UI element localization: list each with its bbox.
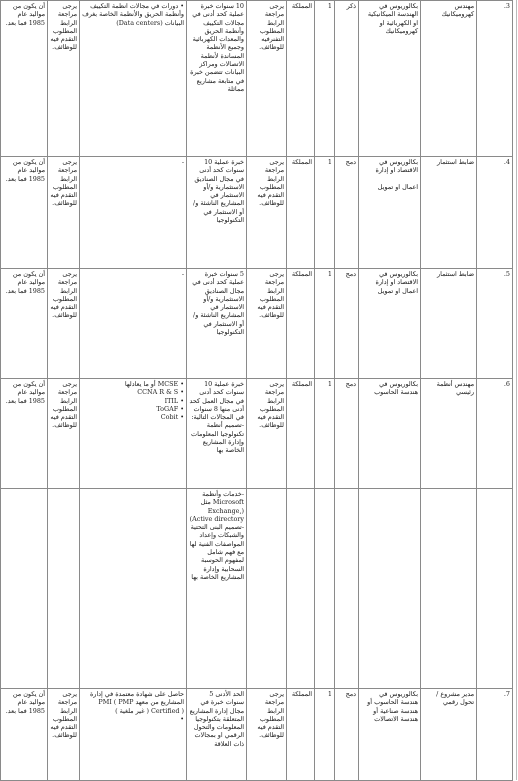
- cell-review-link-2: [48, 489, 80, 689]
- cell-experience: -خدمات وأنظمة Microsoft مثل (Exchange, Active directory) -تصميم البنى التحتية والشبكات وإعداد المواصفات الفنية لها مع فهم شامل لمفهوم الحوسبة السحابية وإدارة المشاريع الخاصة بها: [187, 489, 247, 689]
- cell-qualification: بكالوريوس في الهندسة الميكانيكية او الكهربائية او كهروميكانيك: [359, 1, 421, 157]
- cell-location: المملكة: [287, 269, 315, 379]
- table-row: [1, 269, 513, 379]
- table-row: [1, 1, 513, 157]
- cell-age: أن يكون من مواليد عام 1985 فما بعد.: [1, 269, 48, 379]
- jobs-table-body: [1, 1, 513, 781]
- cell-review-link: يرجى مراجعة الرابط المطلوب التقدم فيه للوظائف.: [247, 689, 287, 781]
- cell-count: 1: [315, 157, 335, 269]
- cell-count: 1: [315, 379, 335, 489]
- cell-qualification: بكالوريوس في هندسة الحاسوب أو هندسة صناعية أو هندسة الاتصالات: [359, 689, 421, 781]
- cell-certifications: [80, 489, 187, 689]
- cell-qualification: [359, 489, 421, 689]
- cell-job-title: ضابط استثمار: [421, 157, 477, 269]
- cell-age: أن يكون من مواليد عام 1985 فما بعد.: [1, 379, 48, 489]
- cell-gender: [335, 489, 359, 689]
- cell-certifications: -: [80, 157, 187, 269]
- cell-review-link: يرجى مراجعة الرابط المطلوب التقدم فيه للوظائف.: [247, 157, 287, 269]
- cell-age: أن يكون من مواليد عام 1985 فما بعد.: [1, 689, 48, 781]
- page-edge-line: [516, 0, 517, 780]
- cell-job-title: مهندس كهروميكانيك: [421, 1, 477, 157]
- cell-review-link-2: يرجى مراجعة الرابط المطلوب التقدم فيه للوظائف.: [48, 379, 80, 489]
- cell-certifications: • دورات في مجالات انظمة التكييف وأنظمة الحريق والأنظمة الخاصة بغرف البيانات (Data centers): [80, 1, 187, 157]
- cell-number: 5.: [477, 269, 513, 379]
- cell-review-link-2: يرجى مراجعة الرابط المطلوب التقدم فيه للوظائف.: [48, 269, 80, 379]
- cell-gender: دمج: [335, 157, 359, 269]
- cell-experience: 10 سنوات خبرة عملية كحد أدنى في مجالات التكييف وأنظمة الحريق والمعدات الكهربائية وجميع الأنظمة المساندة لأنظمة الاتصالات ومراكز البيانات تتضمن خبرة في متابعة مشاريع مماثلة: [187, 1, 247, 157]
- cell-review-link: يرجى مراجعة الرابط المطلوب التقدم فيه للوظائف.: [247, 269, 287, 379]
- cell-number: 6.: [477, 379, 513, 489]
- cell-certifications: حاصل على شهادة معتمدة في إدارة المشاريع من معهد PMI ( PMP Certified ) ( غير ملغية ) •: [80, 689, 187, 781]
- cell-count: 1: [315, 689, 335, 781]
- cell-count: [315, 489, 335, 689]
- cell-qualification: بكالوريوس في الاقتصاد او إدارة اعمال او تمويل: [359, 269, 421, 379]
- cell-location: [287, 489, 315, 689]
- cell-age: أن يكون من مواليد عام 1985 فما بعد.: [1, 157, 48, 269]
- cell-number: 7.: [477, 689, 513, 781]
- cell-age: أن يكون من مواليد عام 1985 فما بعد.: [1, 1, 48, 157]
- cell-location: المملكة: [287, 379, 315, 489]
- cell-experience: خبرة عملية 10 سنوات كحد أدنى في مجال العمل كحد أدنى منها 8 سنوات في المجالات التالية: -تصميم أنظمة تكنولوجيا المعلومات وإدارة المشاريع الخاصة بها: [187, 379, 247, 489]
- cell-review-link: [247, 489, 287, 689]
- cell-location: المملكة: [287, 1, 315, 157]
- table-row: [1, 379, 513, 489]
- cell-job-title: مهندس أنظمة رئيسي: [421, 379, 477, 489]
- table-row: [1, 489, 513, 689]
- cell-review-link-2: يرجى مراجعة الرابط المطلوب التقدم فيه للوظائف.: [48, 689, 80, 781]
- cell-number: 4.: [477, 157, 513, 269]
- cell-review-link: يرجى مراجعة الرابط المطلوب التفنرفيه للوظائف.: [247, 1, 287, 157]
- cell-experience: 5 سنوات خبرة عملية كحد أدنى في مجال الصناديق الاستثمارية و/أو الاستثمار في المشاريع الناشئة و/أو الاستثمار في التكنولوجيا: [187, 269, 247, 379]
- cell-number: 3.: [477, 1, 513, 157]
- cell-job-title: مدير مشروع / تحول رقمي: [421, 689, 477, 781]
- cell-certifications: • MCSE أو ما يعادلها • CCNA R & S • ITIL • ToGAF • Cobit: [80, 379, 187, 489]
- cell-location: المملكة: [287, 157, 315, 269]
- cell-count: 1: [315, 1, 335, 157]
- cell-job-title: [421, 489, 477, 689]
- cell-experience: الحد الأدنى 5 سنوات خبرة في مجال إدارة المشاريع المتعلقة بتكنولوجيا المعلومات والتحول الرقمي او بمجالات ذات العلاقة: [187, 689, 247, 781]
- cell-job-title: ضابط استثمار: [421, 269, 477, 379]
- cell-review-link-2: يرجى مراجعة الرابط المطلوب التقدم فيه للوظائف.: [48, 157, 80, 269]
- cell-gender: دمج: [335, 379, 359, 489]
- cell-gender: ذكر: [335, 1, 359, 157]
- cell-count: 1: [315, 269, 335, 379]
- cell-review-link: يرجى مراجعة الرابط المطلوب التقدم فيه للوظائف.: [247, 379, 287, 489]
- cell-experience: خبرة عملية 10 سنوات كحد أدنى في مجال الصناديق الاستثمارية و/أو الاستثمار في المشاريع الناشئة و/أو الاستثمار في التكنولوجيا: [187, 157, 247, 269]
- cell-qualification: بكالوريوس في الاقتصاد او إدارة اعمال او تمويل: [359, 157, 421, 269]
- cell-gender: دمج: [335, 269, 359, 379]
- cell-review-link-2: يرجى مراجعة الرابط المطلوب التقدم فيه للوظائف.: [48, 1, 80, 157]
- cell-certifications: -: [80, 269, 187, 379]
- cell-location: المملكة: [287, 689, 315, 781]
- table-row: [1, 157, 513, 269]
- table-row: [1, 689, 513, 781]
- cell-qualification: بكالوريوس في هندسة الحاسوب: [359, 379, 421, 489]
- cell-age: [1, 489, 48, 689]
- cell-gender: دمج: [335, 689, 359, 781]
- cell-number: [477, 489, 513, 689]
